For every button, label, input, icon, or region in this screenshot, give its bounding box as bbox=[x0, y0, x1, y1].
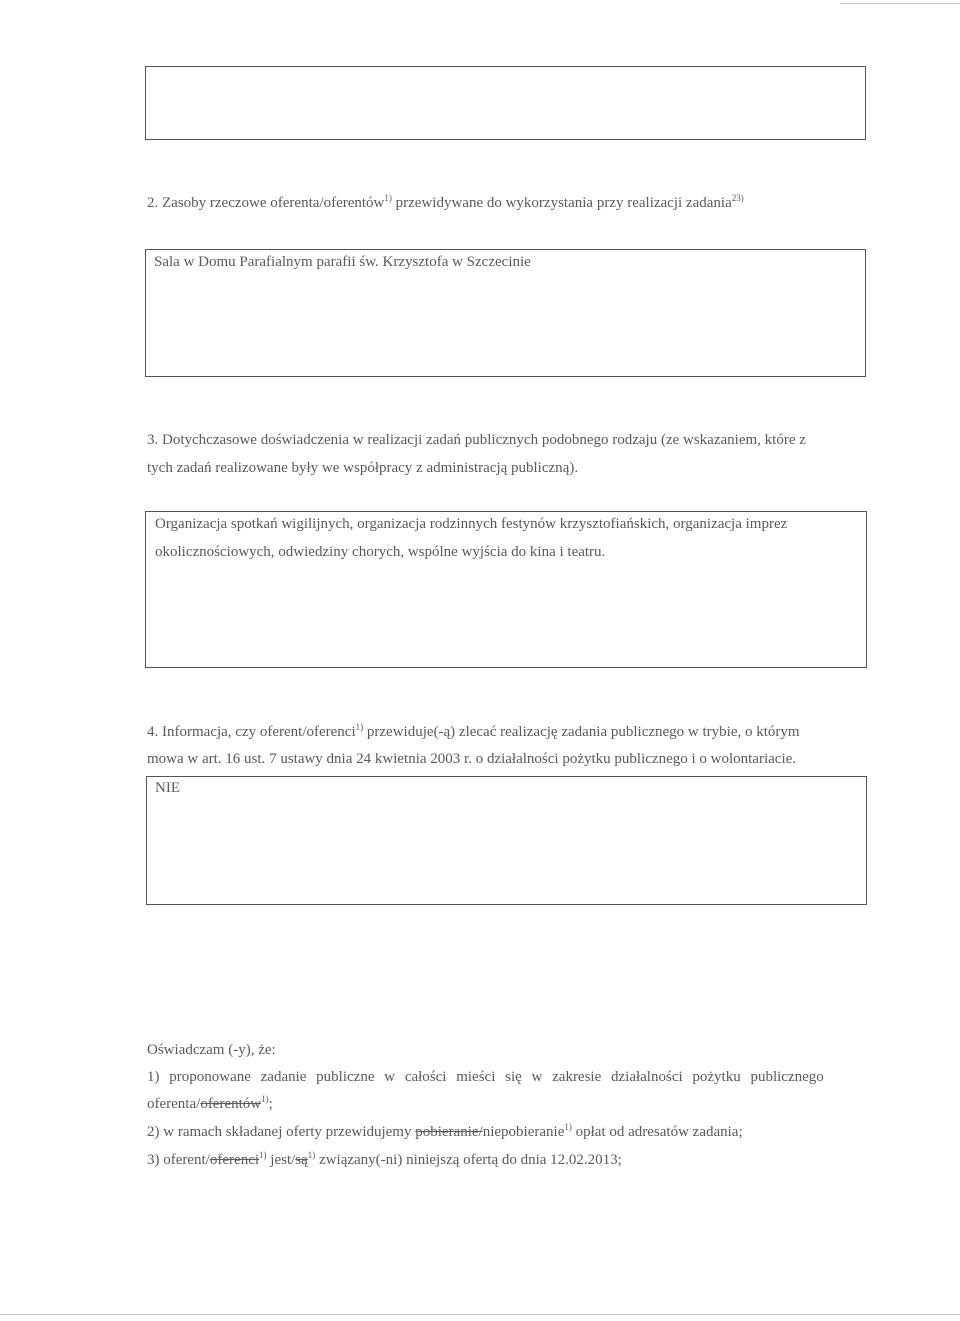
footnote-ref: 1) bbox=[261, 1094, 269, 1104]
section3-answer-line2: okolicznościowych, odwiedziny chorych, wspólne wyjścia do kina i teatru. bbox=[155, 544, 606, 560]
footnote-ref: 1) bbox=[355, 722, 364, 732]
item3-text-b: jest/ bbox=[266, 1152, 296, 1168]
section1-answer-box bbox=[145, 66, 866, 140]
declaration-item3 bbox=[147, 1150, 622, 1168]
section3-heading-line2: tych zadań realizowane były we współpracy z administracją publiczną). bbox=[147, 460, 579, 476]
declaration-intro: Oświadczam (-y), że: bbox=[147, 1042, 276, 1058]
section3-answer-line1: Organizacja spotkań wigilijnych, organizacja rodzinnych festynów krzysztofiańskich, organizacja imprez bbox=[155, 516, 788, 532]
section4-text-a: 4. Informacja, czy oferent/oferenci bbox=[147, 724, 356, 740]
section2-answer-box bbox=[145, 249, 866, 377]
section4-answer-box bbox=[146, 776, 867, 905]
struck-text: są bbox=[295, 1152, 308, 1168]
item1-end: ; bbox=[268, 1096, 273, 1112]
section2-heading-text: 2. Zasoby rzeczowe oferenta/oferentów bbox=[147, 195, 385, 211]
section4-heading-line1 bbox=[147, 722, 800, 740]
declaration-item1-line2 bbox=[147, 1094, 273, 1112]
scan-artifact-line bbox=[0, 1314, 960, 1315]
item2-text-c: opłat od adresatów zadania; bbox=[571, 1124, 743, 1140]
footnote-ref: 1) bbox=[384, 193, 392, 203]
declaration-item1-line1: 1) proponowane zadanie publiczne w całości mieści się w zakresie działalności pożytku publicznego bbox=[147, 1069, 824, 1085]
section4-answer: NIE bbox=[155, 780, 180, 796]
footnote-ref: 1) bbox=[564, 1122, 572, 1132]
section4-heading-line2: mowa w art. 16 ust. 7 ustawy dnia 24 kwietnia 2003 r. o działalności pożytku publicznego i o wolontariacie. bbox=[147, 751, 797, 767]
struck-text: oferenci bbox=[209, 1152, 260, 1168]
section3-heading-line1: 3. Dotychczasowe doświadczenia w realizacji zadań publicznych podobnego rodzaju (ze wskazaniem, które z bbox=[147, 432, 806, 448]
footnote-ref: 1) bbox=[259, 1150, 267, 1160]
struck-text: oferentów bbox=[200, 1096, 262, 1112]
section2-answer: Sala w Domu Parafialnym parafii św. Krzysztofa w Szczecinie bbox=[154, 254, 531, 270]
declaration-item2 bbox=[147, 1122, 743, 1140]
section2-heading bbox=[147, 193, 744, 211]
struck-text: pobieranie/ bbox=[415, 1124, 483, 1140]
section4-text-b: przewiduje(-ą) zlecać realizację zadania publicznego w trybie, o którym bbox=[363, 724, 800, 740]
item3-text-a: 3) oferent/ bbox=[147, 1152, 210, 1168]
section2-heading-rest: przewidywane do wykorzystania przy realizacji zadania bbox=[391, 195, 732, 211]
footnote-ref: 1) bbox=[307, 1150, 316, 1160]
item3-text-c: związany(-ni) niniejszą ofertą do dnia 12.02.2013; bbox=[315, 1152, 622, 1168]
item2-text-b: niepobieranie bbox=[482, 1124, 565, 1140]
section3-answer-box bbox=[145, 511, 867, 668]
item1-text: oferenta/ bbox=[147, 1096, 201, 1112]
footnote-ref: 23) bbox=[731, 193, 744, 203]
item2-text-a: 2) w ramach składanej oferty przewidujemy bbox=[147, 1124, 416, 1140]
scan-artifact-line bbox=[840, 3, 960, 4]
